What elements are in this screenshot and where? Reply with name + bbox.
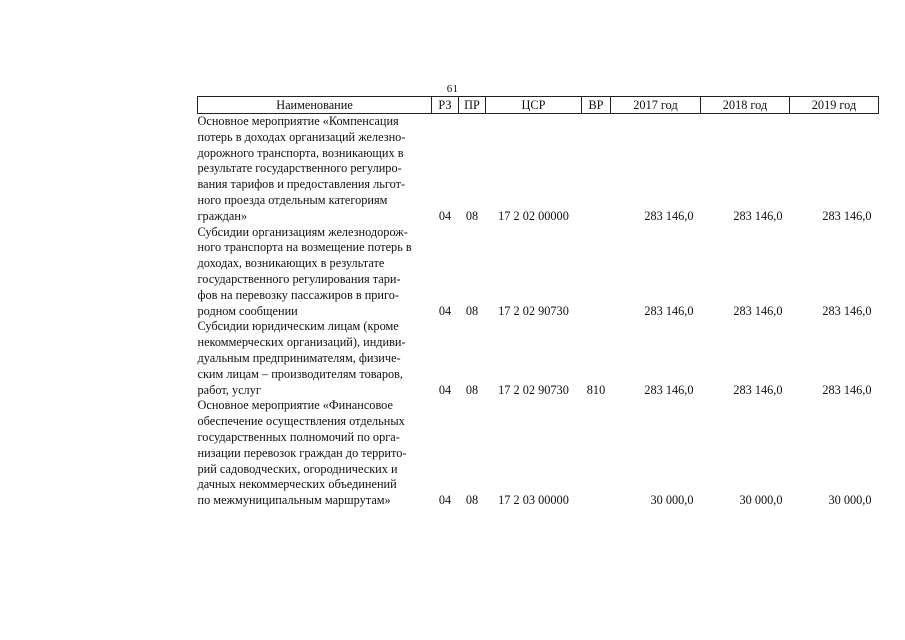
- row-name-line: Основное мероприятие «Финансовое: [197, 398, 393, 413]
- header-pr: ПР: [459, 97, 486, 114]
- row-name-line: доходах, возникающих в результате: [197, 256, 385, 271]
- header-vr: ВР: [582, 97, 611, 114]
- row-csr: 17 2 02 90730: [498, 382, 569, 397]
- header-2017: 2017 год: [611, 97, 701, 114]
- row-name-line: ским лицам – производителям товаров,: [197, 366, 403, 381]
- row-name-line: ного транспорта на возмещение потерь в: [197, 240, 412, 255]
- row-name-line: Субсидии юридическим лицам (кроме: [197, 319, 399, 334]
- row-value-2019: 30 000,0: [828, 493, 872, 508]
- row-value-2019: 283 146,0: [822, 208, 872, 223]
- row-csr: 17 2 02 90730: [498, 303, 569, 318]
- table-row: [198, 225, 879, 320]
- row-name-line: государственных полномочий по орга-: [197, 429, 400, 444]
- row-value-2018: 283 146,0: [733, 382, 783, 397]
- row-vr: [582, 398, 611, 509]
- row-pr: 08: [465, 208, 479, 223]
- page-number: 61: [446, 83, 459, 95]
- row-name-line: результате государственного регулиро-: [197, 161, 402, 176]
- row-value-2017: 283 146,0: [644, 208, 694, 223]
- row-name-line: родном сообщении: [197, 303, 298, 318]
- row-rz: 04: [438, 303, 452, 318]
- row-name-line: обеспечение осуществления отдельных: [197, 414, 405, 429]
- row-value-2017: 283 146,0: [644, 303, 694, 318]
- row-name-line: работ, услуг: [197, 382, 261, 397]
- table-row: [198, 398, 879, 509]
- row-name-line: дачных некоммерческих объединений: [197, 477, 397, 492]
- header-rz: РЗ: [432, 97, 459, 114]
- row-vr: [582, 114, 611, 225]
- header-name: Наименование: [198, 97, 432, 114]
- header-2018: 2018 год: [701, 97, 790, 114]
- row-name-line: дорожного транспорта, возникающих в: [197, 145, 404, 160]
- row-name-line: рий садоводческих, огороднических и: [197, 461, 398, 476]
- row-value-2018: 283 146,0: [733, 303, 783, 318]
- row-name: [198, 114, 432, 225]
- row-pr: 08: [465, 382, 479, 397]
- row-csr: 17 2 03 00000: [498, 493, 569, 508]
- row-rz: 04: [438, 382, 452, 397]
- table-body: [198, 114, 879, 509]
- row-name-line: ного проезда отдельным категориям: [197, 192, 388, 207]
- row-name-line: фов на перевозку пассажиров в приго-: [197, 287, 399, 302]
- budget-table: [197, 96, 879, 509]
- row-name: [198, 398, 432, 509]
- header-csr: ЦСР: [486, 97, 582, 114]
- row-value-2017: 30 000,0: [650, 493, 694, 508]
- header-2019: 2019 год: [790, 97, 879, 114]
- table-row: [198, 319, 879, 398]
- row-name-line: Субсидии организациям железнодорож-: [197, 224, 408, 239]
- row-name: [198, 225, 432, 320]
- row-name-line: дуальным предпринимателям, физиче-: [197, 350, 401, 365]
- row-value-2018: 30 000,0: [739, 493, 783, 508]
- row-name-line: Основное мероприятие «Компенсация: [197, 114, 399, 128]
- row-name-line: государственного регулирования тари-: [197, 271, 401, 286]
- row-name-line: граждан»: [197, 208, 248, 223]
- row-pr: 08: [465, 303, 479, 318]
- row-value-2018: 283 146,0: [733, 208, 783, 223]
- row-vr: [582, 225, 611, 320]
- row-rz: 04: [438, 493, 452, 508]
- row-value-2019: 283 146,0: [822, 382, 872, 397]
- row-name-line: низации перевозок граждан до террито-: [197, 445, 407, 460]
- row-name-line: потерь в доходах организаций железно-: [197, 129, 406, 144]
- row-name-line: по межмуниципальным маршрутам»: [197, 493, 391, 508]
- table-row: [198, 114, 879, 225]
- row-csr: 17 2 02 00000: [498, 208, 569, 223]
- row-rz: 04: [438, 208, 452, 223]
- row-pr: 08: [465, 493, 479, 508]
- row-value-2019: 283 146,0: [822, 303, 872, 318]
- row-name-line: некоммерческих организаций), индиви-: [197, 335, 406, 350]
- row-name-line: вания тарифов и предоставления льгот-: [197, 177, 406, 192]
- table-header-row: [198, 97, 879, 114]
- row-value-2017: 283 146,0: [644, 382, 694, 397]
- row-name: [198, 319, 432, 398]
- row-vr: 810: [586, 382, 606, 397]
